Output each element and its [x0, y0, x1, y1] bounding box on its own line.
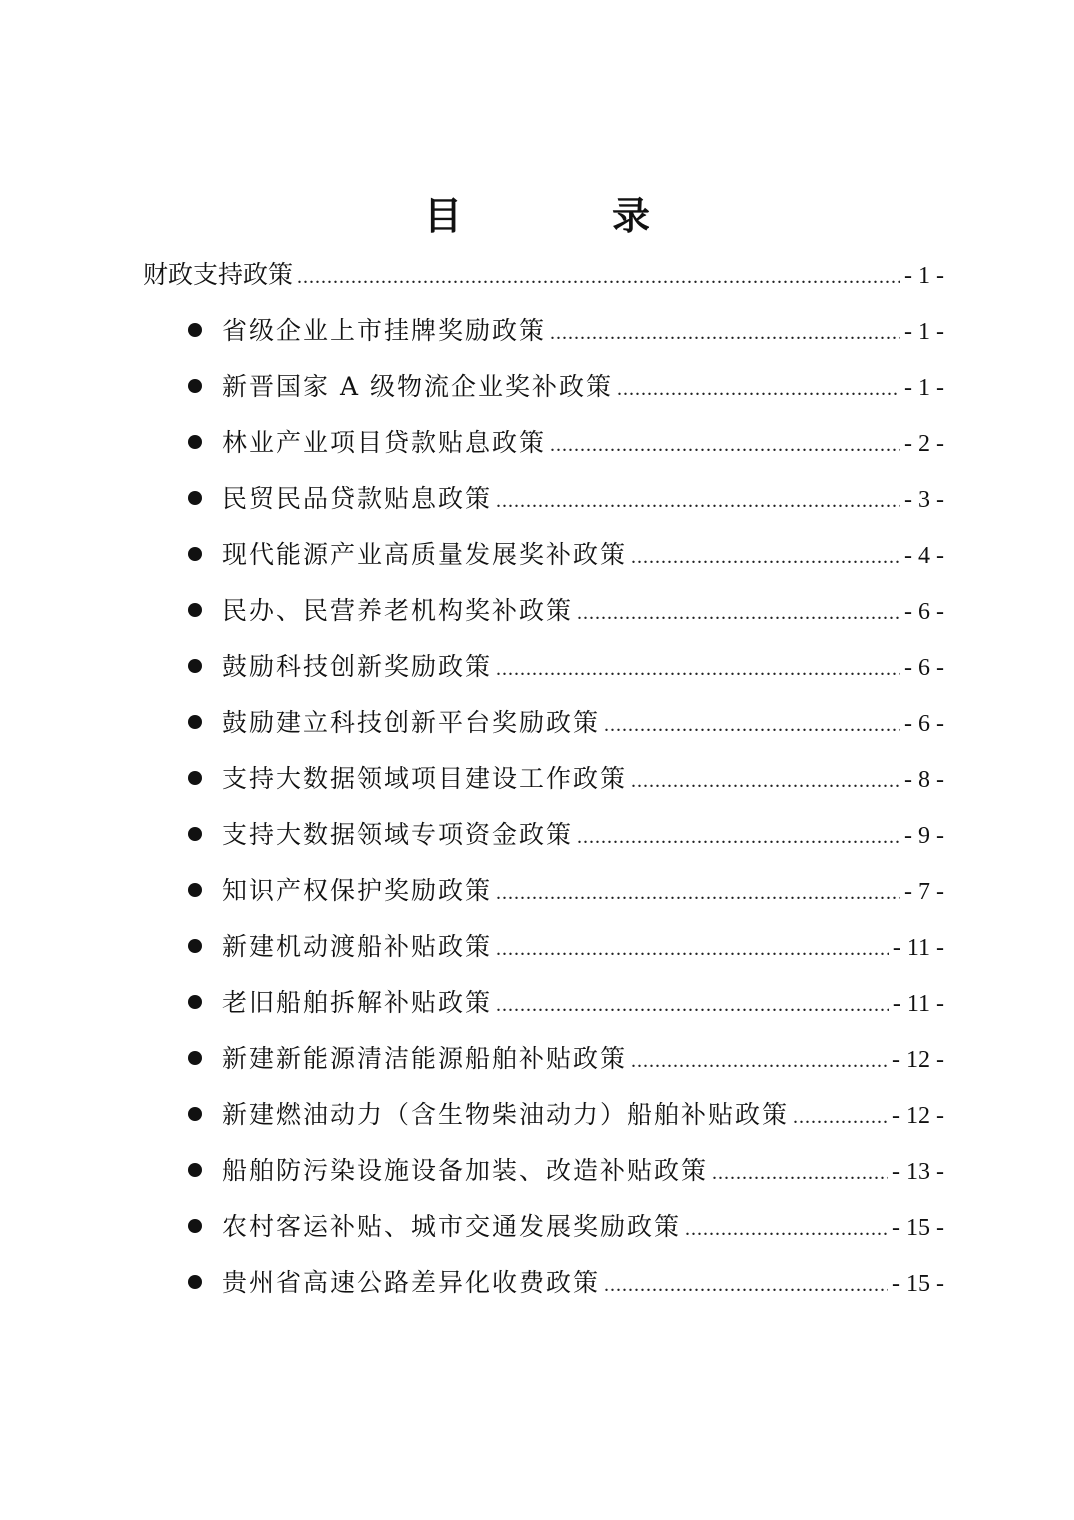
toc-page-number: - 6 - — [904, 655, 944, 681]
toc-entry-label: 林业产业项目贷款贴息政策 — [222, 428, 547, 457]
bullet-icon — [188, 883, 202, 897]
toc-entry-label: 农村客运补贴、城市交通发展奖励政策 — [222, 1212, 682, 1241]
toc-entry[interactable] — [222, 1095, 944, 1135]
toc-entry-label: 鼓励建立科技创新平台奖励政策 — [222, 708, 601, 737]
bullet-icon — [188, 1163, 202, 1177]
toc-entry[interactable] — [222, 423, 944, 463]
toc-page-number: - 12 - — [892, 1103, 944, 1129]
toc-entry[interactable] — [222, 871, 944, 911]
dot-leader — [297, 257, 900, 297]
dot-leader — [604, 705, 900, 745]
bullet-icon — [188, 939, 202, 953]
toc-entry[interactable] — [222, 1207, 944, 1247]
toc-entry[interactable] — [222, 1151, 944, 1191]
toc-entry[interactable] — [222, 815, 944, 855]
toc-section-entry[interactable] — [143, 255, 944, 295]
toc-entry[interactable] — [222, 367, 944, 407]
toc-entry[interactable] — [222, 759, 944, 799]
bullet-icon — [188, 491, 202, 505]
toc-page-number: - 15 - — [892, 1271, 944, 1297]
toc-entry[interactable] — [222, 535, 944, 575]
dot-leader — [496, 649, 900, 689]
toc-page-number: - 1 - — [904, 375, 944, 401]
toc-page-number: - 15 - — [892, 1215, 944, 1241]
toc-entry[interactable] — [222, 647, 944, 687]
toc-entry[interactable] — [222, 703, 944, 743]
bullet-icon — [188, 1107, 202, 1121]
bullet-icon — [188, 603, 202, 617]
toc-entry-label: 贵州省高速公路差异化收费政策 — [222, 1268, 601, 1297]
toc-entry-label: 新建新能源清洁能源船舶补贴政策 — [222, 1044, 628, 1073]
toc-entry-label: 民办、民营养老机构奖补政策 — [222, 596, 574, 625]
toc-page-number: - 3 - — [904, 487, 944, 513]
toc-entry[interactable] — [222, 1039, 944, 1079]
dot-leader — [577, 593, 900, 633]
toc-page-number: - 11 - — [892, 991, 944, 1017]
toc-page-number: - 1 - — [904, 263, 944, 289]
toc-page-number: - 6 - — [904, 599, 944, 625]
bullet-icon — [188, 995, 202, 1009]
dot-leader — [550, 425, 900, 465]
toc-page-number: - 1 - — [904, 319, 944, 345]
toc-page-number: - 4 - — [904, 543, 944, 569]
dot-leader — [712, 1153, 888, 1193]
dot-leader — [631, 761, 900, 801]
toc-entry[interactable] — [222, 927, 944, 967]
toc-entry-label: 支持大数据领域专项资金政策 — [222, 820, 574, 849]
toc-entry-label: 船舶防污染设施设备加装、改造补贴政策 — [222, 1156, 709, 1185]
dot-leader — [793, 1097, 888, 1137]
bullet-icon — [188, 323, 202, 337]
bullet-icon — [188, 715, 202, 729]
toc-page-number: - 7 - — [904, 879, 944, 905]
toc-page-number: - 6 - — [904, 711, 944, 737]
toc-entry[interactable] — [222, 983, 944, 1023]
toc-page-number: - 12 - — [892, 1047, 944, 1073]
toc-entry-label: 新建燃油动力（含生物柴油动力）船舶补贴政策 — [222, 1100, 790, 1129]
toc-section-label: 财政支持政策 — [143, 260, 294, 289]
bullet-icon — [188, 1275, 202, 1289]
toc-entry-label: 知识产权保护奖励政策 — [222, 876, 493, 905]
toc-entry-label: 民贸民品贷款贴息政策 — [222, 484, 493, 513]
bullet-icon — [188, 547, 202, 561]
toc-entry-label: 鼓励科技创新奖励政策 — [222, 652, 493, 681]
dot-leader — [496, 985, 889, 1025]
toc-entry[interactable] — [222, 311, 944, 351]
toc-page-number: - 9 - — [904, 823, 944, 849]
toc-entry-label: 新晋国家 A 级物流企业奖补政策 — [222, 372, 613, 401]
toc-page-number: - 8 - — [904, 767, 944, 793]
bullet-icon — [188, 435, 202, 449]
dot-leader — [631, 1041, 888, 1081]
dot-leader — [496, 873, 900, 913]
dot-leader — [496, 481, 900, 521]
toc-entry[interactable] — [222, 479, 944, 519]
toc-entry-label: 现代能源产业高质量发展奖补政策 — [222, 540, 628, 569]
bullet-icon — [188, 771, 202, 785]
toc-entry[interactable] — [222, 591, 944, 631]
toc-page-number: - 2 - — [904, 431, 944, 457]
dot-leader — [604, 1265, 888, 1305]
bullet-icon — [188, 827, 202, 841]
page-title: 目 录 — [423, 193, 706, 238]
toc-page-number: - 11 - — [892, 935, 944, 961]
toc-page-number: - 13 - — [892, 1159, 944, 1185]
toc-entry-label: 省级企业上市挂牌奖励政策 — [222, 316, 547, 345]
dot-leader — [577, 817, 900, 857]
toc-entry[interactable] — [222, 1263, 944, 1303]
dot-leader — [685, 1209, 888, 1249]
toc-entry-label: 老旧船舶拆解补贴政策 — [222, 988, 493, 1017]
toc-entry-label: 新建机动渡船补贴政策 — [222, 932, 493, 961]
toc-entry-label: 支持大数据领域项目建设工作政策 — [222, 764, 628, 793]
bullet-icon — [188, 379, 202, 393]
dot-leader — [550, 313, 900, 353]
dot-leader — [617, 369, 900, 409]
bullet-icon — [188, 1219, 202, 1233]
bullet-icon — [188, 1051, 202, 1065]
dot-leader — [631, 537, 900, 577]
dot-leader — [496, 929, 889, 969]
bullet-icon — [188, 659, 202, 673]
